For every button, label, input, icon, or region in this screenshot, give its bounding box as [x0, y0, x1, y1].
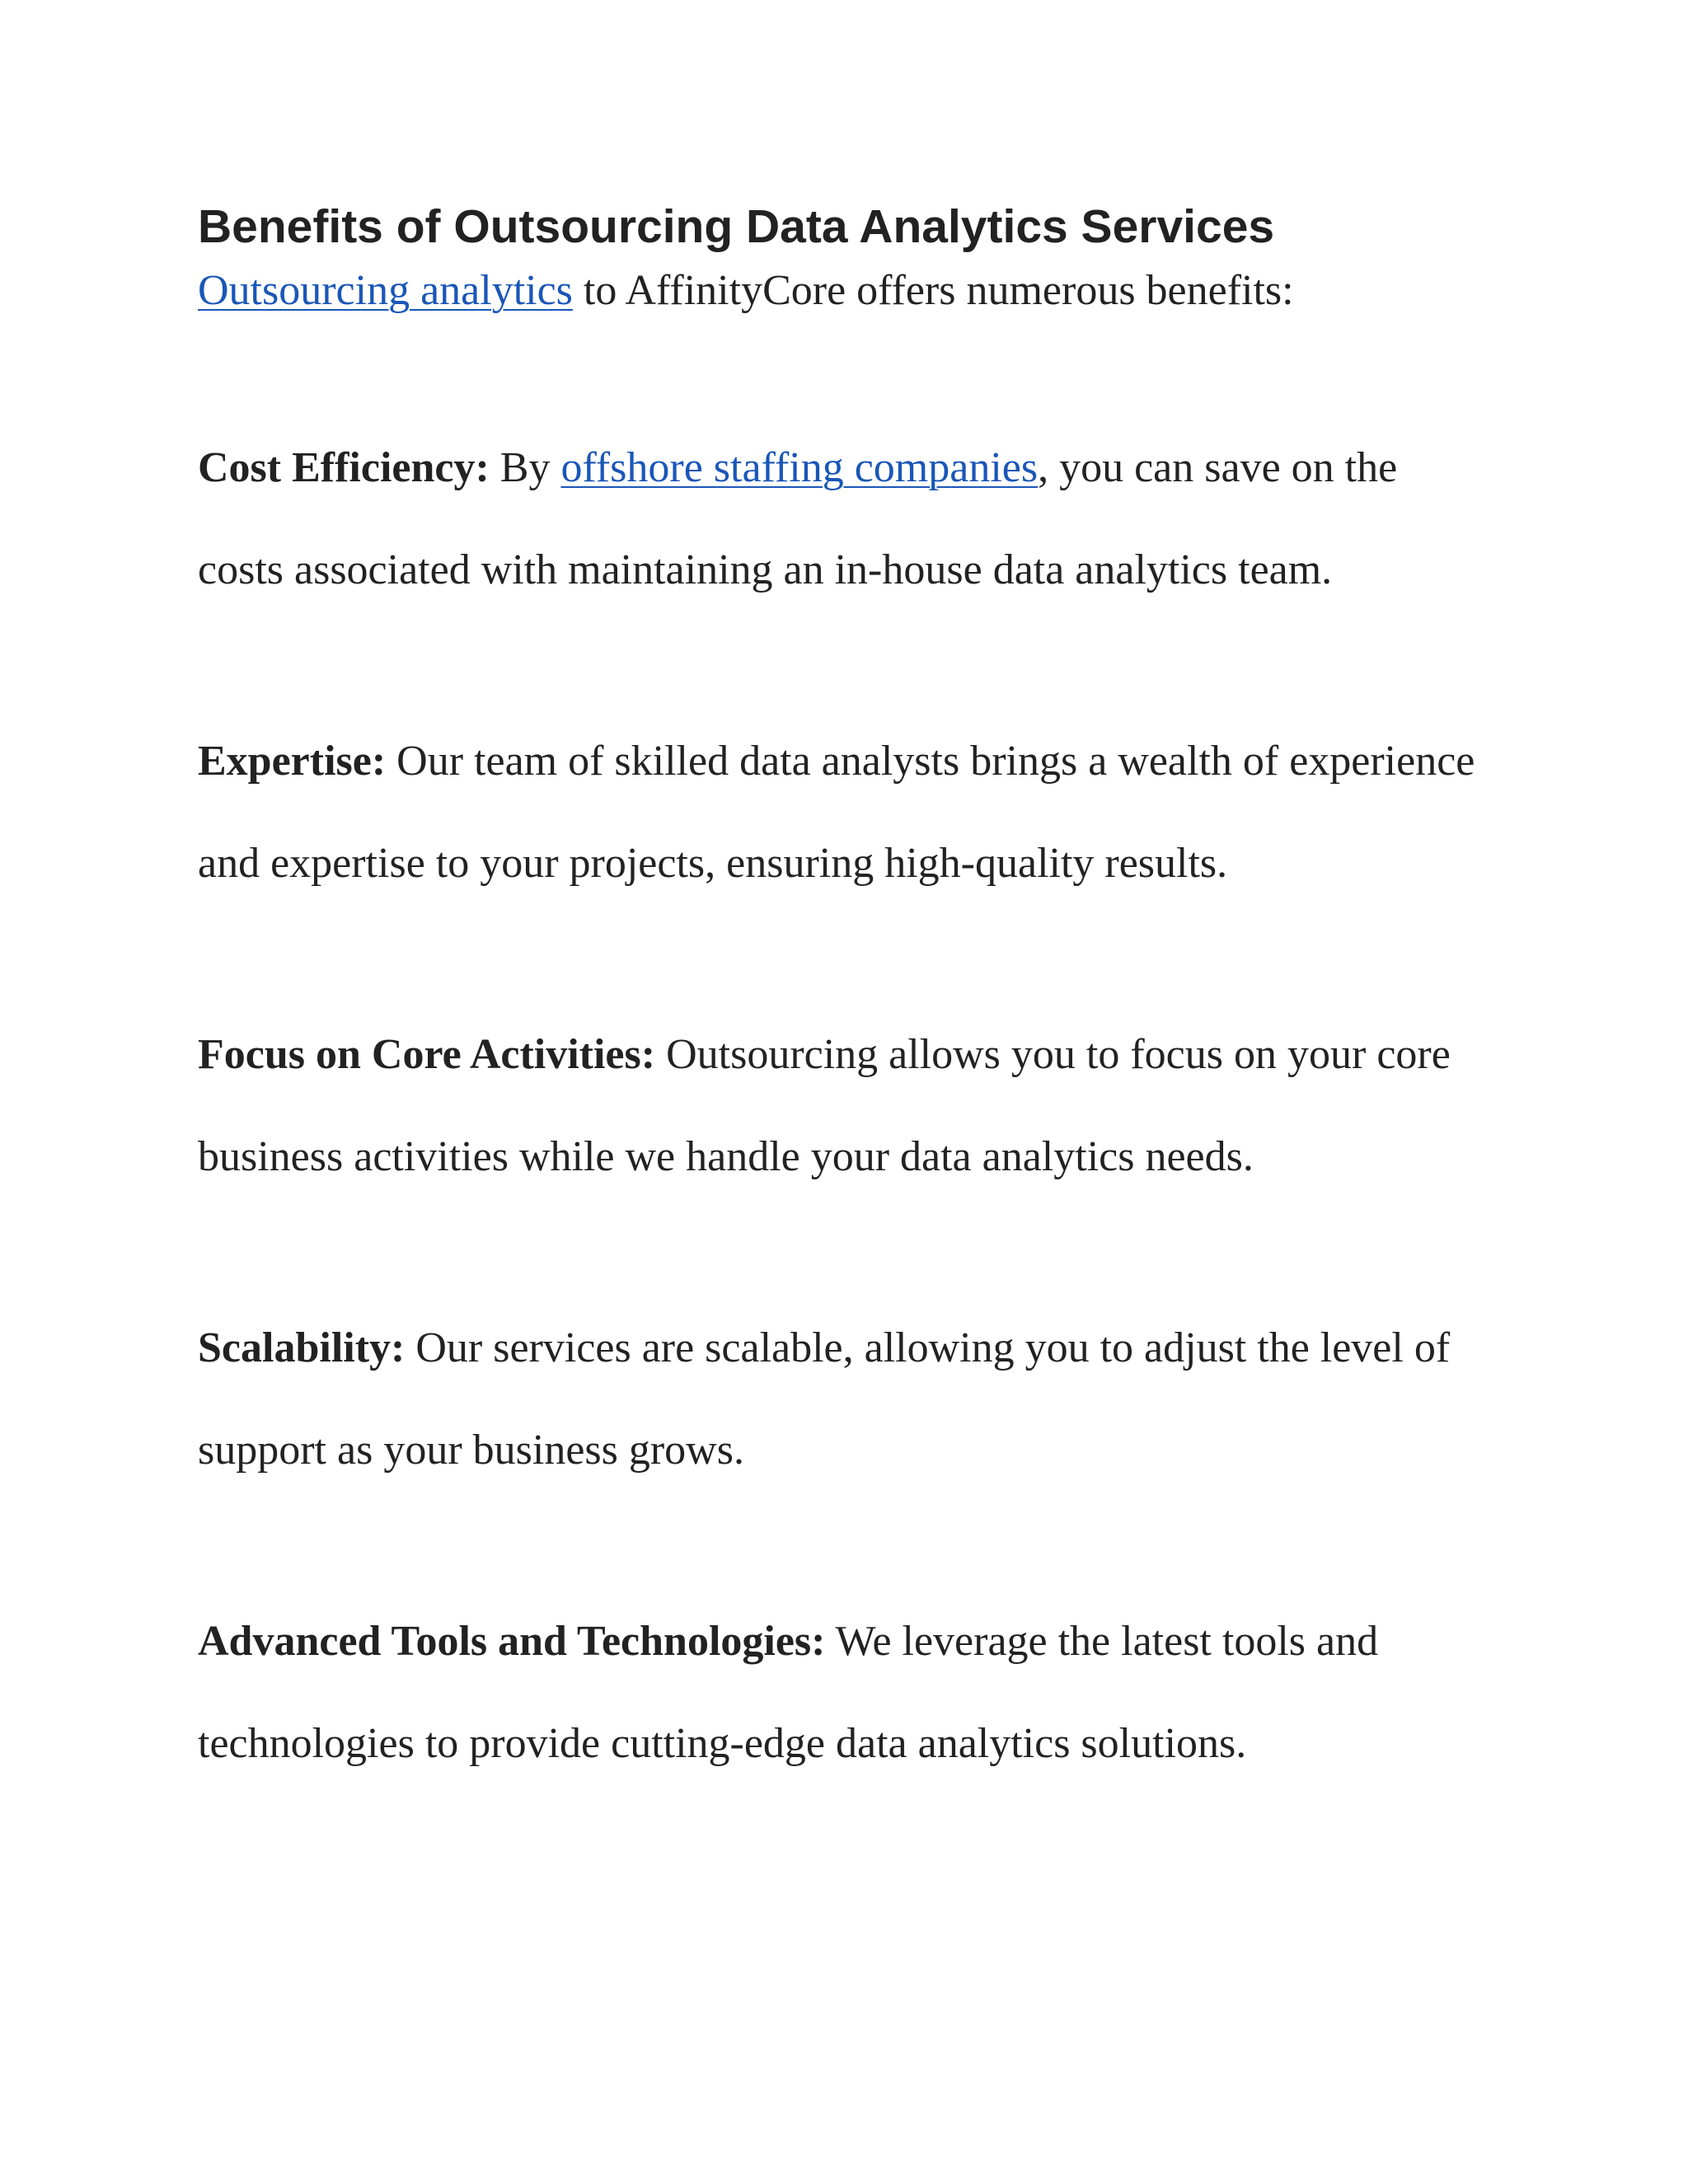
- benefit-text: By: [489, 444, 561, 491]
- benefit-text: Our services are scalable, allowing you to adjust the level of support as your business grows.: [198, 1324, 1451, 1474]
- document-content: [198, 191, 1492, 1795]
- benefit-expertise: [198, 710, 1492, 915]
- intro-text: to AffinityCore offers numerous benefits:: [572, 267, 1294, 314]
- benefit-text: Our team of skilled data analysts brings a wealth of experience and expertise to your projects, ensuring high-quality results.: [198, 738, 1475, 887]
- benefit-text: , you can save on the costs associated with maintaining an in-house data analytics team.: [198, 444, 1398, 593]
- outsourcing-analytics-link[interactable]: Outsourcing analytics: [198, 267, 573, 314]
- benefit-lead: Advanced Tools and Technologies:: [198, 1618, 826, 1665]
- benefit-text: Outsourcing allows you to focus on your core business activities while we handle your data analytics needs.: [198, 1031, 1451, 1180]
- benefit-advanced-tools: [198, 1591, 1492, 1795]
- benefit-text: We leverage the latest tools and technologies to provide cutting-edge data analytics solutions.: [198, 1618, 1379, 1767]
- benefit-lead: Focus on Core Activities:: [198, 1031, 656, 1078]
- benefit-focus-core-activities: [198, 1004, 1492, 1208]
- page-title: Benefits of Outsourcing Data Analytics Services: [198, 200, 1275, 253]
- benefit-lead: Scalability:: [198, 1324, 406, 1371]
- benefit-lead: Expertise:: [198, 738, 387, 785]
- offshore-staffing-link[interactable]: offshore staffing companies: [560, 444, 1039, 491]
- intro-paragraph: [198, 252, 1492, 330]
- benefit-cost-efficiency: [198, 417, 1492, 621]
- benefit-scalability: [198, 1297, 1492, 1502]
- benefit-lead: Cost Efficiency:: [198, 444, 490, 491]
